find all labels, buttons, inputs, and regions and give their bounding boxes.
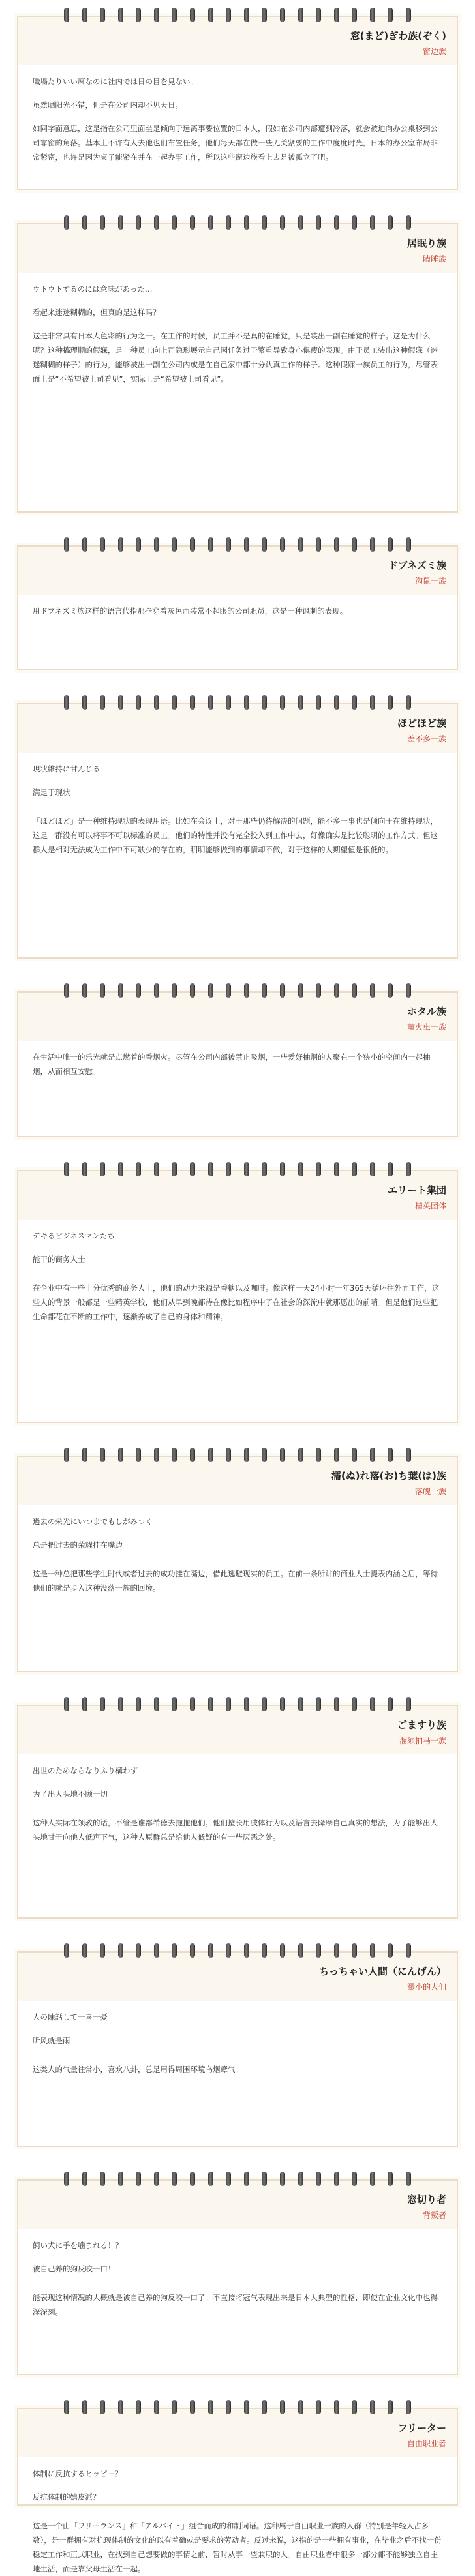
card-title: ホタル族	[406, 1006, 446, 1017]
card-subtitle: 落魄一族	[414, 1487, 446, 1496]
card-header	[18, 2409, 457, 2458]
card-header	[18, 1457, 457, 1506]
card-body	[18, 273, 457, 511]
card-header	[18, 17, 457, 66]
paragraph: 这是一种总把那些学生时代或者过去的成功挂在嘴边，借此逃避现实的员工。在前一条所讲的商业人士提表内涵之后，等待他们的就是步入这种没落一族的回境。	[33, 1569, 438, 1593]
card-title: ちっちゃい人間（にんげん）	[318, 1966, 446, 1977]
card-hodohodo	[17, 703, 458, 959]
card-header	[18, 1953, 457, 2001]
paragraph: 如同字面意思，这是指在公司里面坐是倾向于远离事要位置的日本人，假如在公司内部遭到冷落，就会被迫向办公桌移到公司靠窗的角落。基本上不许有人去他也们布置任务，他们每天都在做一些无关紧要的工作中度度时光，日本的办公室布局非常紧密，也许是因为桌子能紧在并在一起办事工作，所以这些窗边族看上去是被孤立了吧。	[33, 124, 438, 162]
paragraph: 总是把过去的荣耀挂在嘴边	[33, 1540, 123, 1550]
paragraph: 職場たりいい席なのに社内では日の目を見ない。	[33, 77, 198, 86]
paragraph: 現状維持に甘んじる	[33, 764, 100, 773]
card-body	[18, 1505, 457, 1671]
paragraph: 这类人的气量往常小，喜欢八卦，总是用得周围环境乌烟瘴气。	[33, 2065, 243, 2074]
paragraph: 满足于现状	[33, 788, 70, 797]
paragraph: デキるビジネスマンたち	[33, 1231, 115, 1240]
card-subtitle: 背叛者	[422, 2211, 446, 2220]
card-gomasuri	[17, 1705, 458, 1919]
paragraph: 過去の栄光にいつまでもしがみつく	[33, 1517, 153, 1526]
card-title: 居眠り族	[406, 237, 446, 249]
paragraph: 「ほどほど」是一种维持现状的表现用语。比如在会议上，对于那些仍待解决的问题，能不多一事也是倾向于在维持现状，这是一群没有可以将事不可以标准的员工。他们的特性并没有完全投入到工作中去，好像确实是比较聪明的工作方式。但这群人是相对无法成为工作中不可缺少的存在的，明明能够做到的事情却不做，对于这样的人期望值是很低的。	[33, 816, 438, 854]
card-body	[18, 2229, 457, 2374]
card-header	[18, 2181, 457, 2230]
card-uragirimono	[17, 2179, 458, 2375]
card-body	[18, 65, 457, 189]
card-header	[18, 1171, 457, 1220]
card-title: ドブネズミ族	[388, 560, 446, 571]
card-elite	[17, 1170, 458, 1423]
card-title: 窓切り者	[406, 2194, 446, 2206]
paragraph: 虽然晒阳光不错，但是在公司内却不见天日。	[33, 100, 183, 110]
paragraph: 这是一个由「フリーランス」和「アルバイト」组合而成的和制词语。这种属于自由职业一族的人群（特别是年轻人占多数），是一群拥有对抗现体制的文化的以有着确或是要求的劳动者。反过来说，这指的是一些拥有事业，在毕业之后不找一份稳定工作和正式职业，在找到自己想要做的事情之前，暂时从事一些兼职的人。自由职业者中很多一部分都不能够独立自主地生活，而是靠父母生活在一起。	[33, 2521, 442, 2573]
card-title: ほどほど族	[397, 717, 446, 729]
card-header	[18, 704, 457, 753]
paragraph: ウトウトするのには意味があった…	[33, 284, 153, 293]
paragraph: 人の陳話して一喜一憂	[33, 2013, 108, 2022]
card-body	[18, 1041, 457, 1136]
card-freeter	[17, 2408, 458, 2573]
card-nureochiba	[17, 1456, 458, 1672]
paragraph: 体制に反抗するヒッピー？	[33, 2469, 123, 2478]
paragraph: 飼い犬に手を噛まれる！？	[33, 2241, 123, 2250]
paragraph: 能表现这种情况的大概就是被自己养的狗反咬一口了。不直接将冠气表现出来是日本人典型的性格，即使在企业文化中也得深深刻。	[33, 2293, 438, 2316]
card-title: ごますり族	[397, 1719, 446, 1731]
paragraph: 为了出人头地不顾一切	[33, 1790, 108, 1799]
card-body	[18, 1754, 457, 1917]
paragraph: 出世のためならなりふり構わず	[33, 1766, 138, 1775]
card-header	[18, 547, 457, 595]
card-title: 窓(まど)ぎわ族(ぞく)	[350, 30, 446, 42]
card-title: フリーター	[397, 2422, 446, 2434]
card-body	[18, 2001, 457, 2146]
paragraph: 听风就是雨	[33, 2036, 70, 2045]
card-subtitle: 差不多一族	[406, 734, 446, 743]
paragraph: 这种人实际在领教的话，不管是谁都希德去拖拖他们。他们擅长用肢体行为以及语言去降摩自己真实的想法，为了能够出人头地甘于向他人低声下气，这种人原群总是给他人低疑的有一些厌恶之处。	[33, 1818, 438, 1842]
card-header	[18, 224, 457, 273]
card-chicchai-ningen	[17, 1951, 458, 2147]
card-inemuri	[17, 223, 458, 513]
paragraph: 在生活中唯一的乐光就是点燃着的香烟火。尽管在公司内部被禁止吸烟，一些爱好抽烟的人聚在一个狭小的空间内一起抽烟，从而相互安慰。	[33, 1053, 431, 1076]
card-header	[18, 1706, 457, 1755]
card-subtitle: 溜须拍马一族	[399, 1736, 446, 1745]
card-madogiwa	[17, 16, 458, 190]
card-subtitle: 自由职业者	[406, 2439, 446, 2448]
card-hotaru	[17, 991, 458, 1137]
paragraph: 能干的商务人士	[33, 1255, 85, 1264]
card-body	[18, 753, 457, 957]
card-dobunezumi	[17, 545, 458, 670]
card-subtitle: 渺小的人们	[406, 1983, 446, 1992]
paragraph: 看起来迷迷糊糊的，但真的是这样吗？	[33, 308, 161, 317]
card-subtitle: 精英团体	[414, 1201, 446, 1210]
card-body	[18, 2457, 457, 2573]
paragraph: 用ドブネズミ族这样的语言代指那些穿着灰色西装常不起眼的公司职员，这是一种讽刺的表现。	[33, 607, 348, 616]
card-subtitle: 萤火虫一族	[406, 1023, 446, 1032]
card-subtitle: 瞌睡族	[422, 254, 446, 263]
card-header	[18, 993, 457, 1041]
paragraph: 反抗体制的嬉皮派？	[33, 2493, 100, 2502]
card-title: 濡(ぬ)れ落(お)ち葉(は)族	[331, 1470, 446, 1482]
paragraph: 这是非常具有日本人色彩的行为之一。在工作的时候，员工并不是真的在睡觉，只是装出一副在睡觉的样子。这是为什么呢？这种搞理顺的假寐，是一种员工向上司隐形展示自己因任务过于繁重导致身心俱疲的表现。由于员工装出这种假寐（迷迷糊糊的样子）的行为，能够被出一副在公司内或是在自己家中都十分认真工作的样子。这种假寐一族员工的行为，尽管表面上是“不希望被上司看见”，实际上是“希望被上司看见”。	[33, 331, 438, 383]
card-subtitle: 沟鼠一族	[414, 577, 446, 586]
card-subtitle: 窗边族	[422, 47, 446, 56]
card-title: エリート集団	[387, 1184, 446, 1196]
paragraph: 在企业中有一些十分优秀的商务人士，他们的动力来源是香糖以及咖啡。像这样一天24小时一年365天循环往外面工作，这些人的背景一般都是一些精英学校，他们从早到晚都待在像比如程序中了在社会的深流中就那愿出的前哨。但是他们这些把生命都花在不断的工作中，逐渐养成了自己的身体和精神。	[33, 1283, 440, 1321]
card-body	[18, 1220, 457, 1422]
paragraph: 被自己养的狗反咬一口！	[33, 2264, 115, 2273]
card-body	[18, 595, 457, 669]
